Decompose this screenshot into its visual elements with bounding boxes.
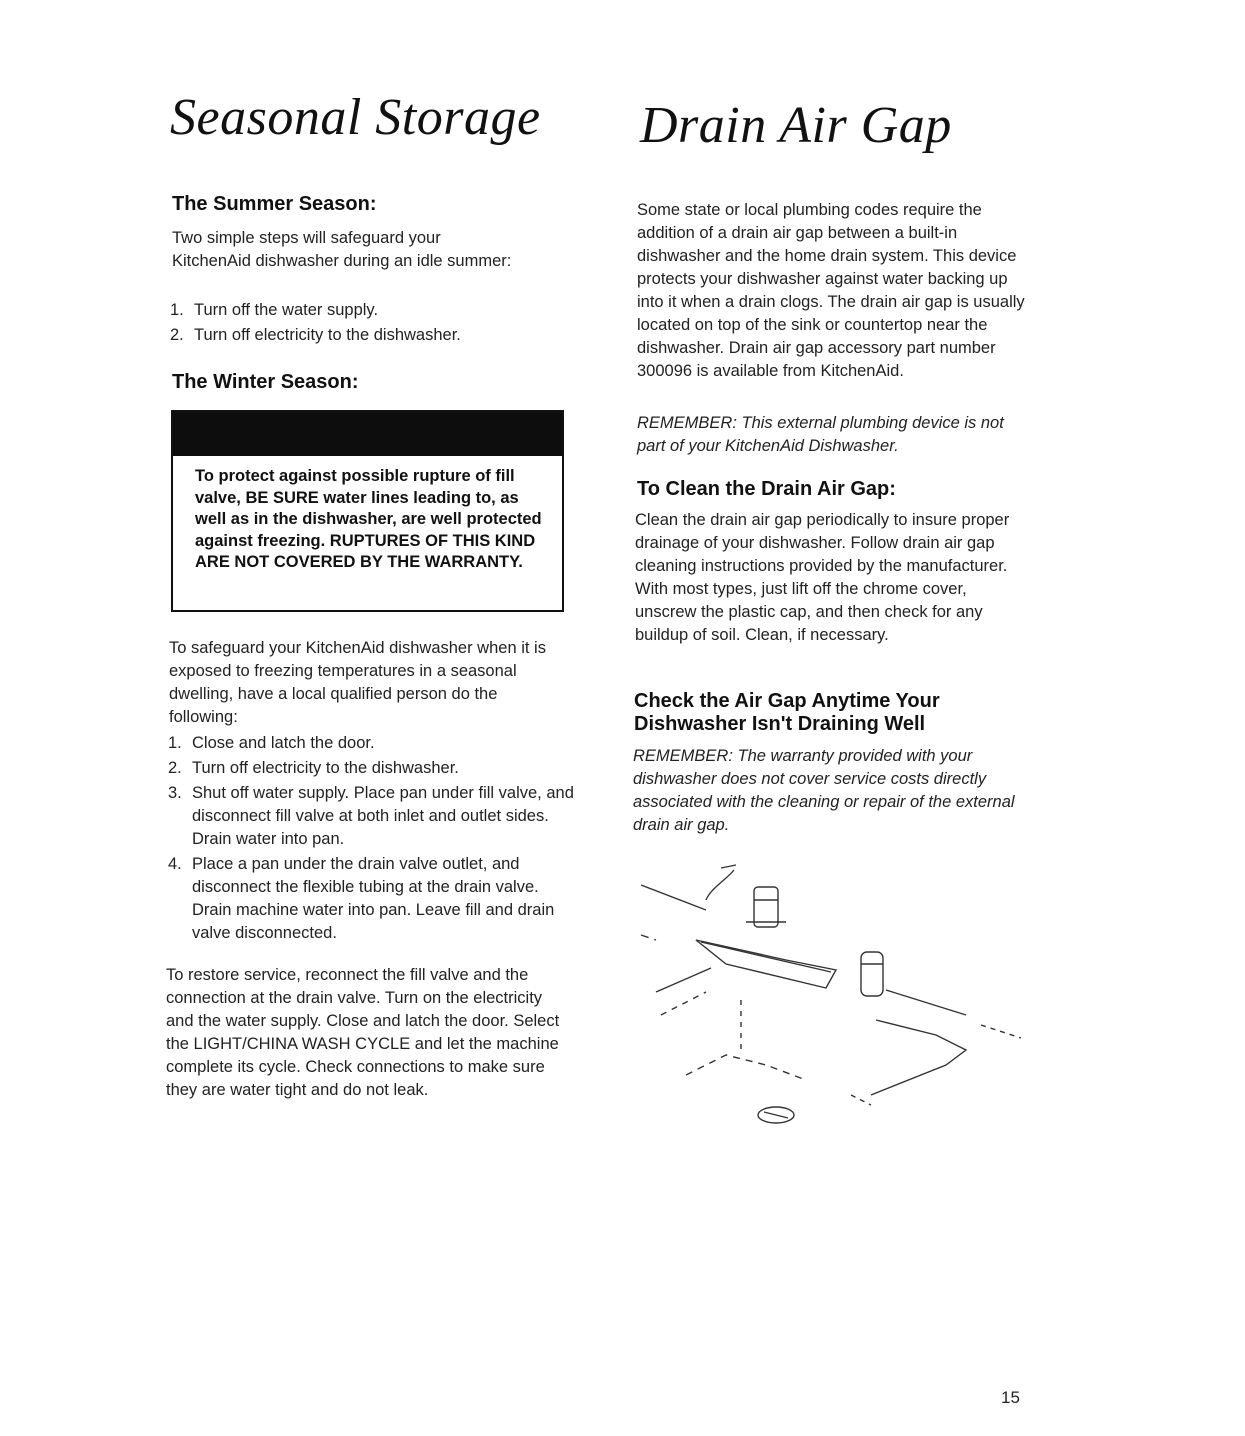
summer-season-intro: Two simple steps will safeguard your KitchenAid dishwasher during an idle summer: — [172, 229, 512, 270]
step-text: Place a pan under the drain valve outlet, and disconnect the flexible tubing at the drain valve. Drain machine water into pan. Leave fill and drain valve disconnected. — [192, 855, 555, 942]
step-number: 2. — [170, 326, 184, 344]
step-number: 3. — [168, 784, 182, 802]
countertop-lines — [641, 885, 1021, 1038]
warning-header-bar — [173, 412, 562, 456]
drain-icon — [758, 1107, 794, 1123]
clean-air-gap-text: Clean the drain air gap periodically to insure proper drainage of your dishwasher. Follow drain air gap cleaning instructions provided by the manufacturer. With most types, just lift off the chrome cover, unscrew the plastic cap, and then check for any buildup of soil. Clean, if necessary. — [635, 511, 1010, 644]
winter-steps-list — [166, 732, 578, 947]
list-item — [166, 853, 578, 945]
step-text: Shut off water supply. Place pan under fill valve, and disconnect fill valve at both inlet and outlet sides. Drain water into pan. — [192, 784, 574, 848]
step-text: Turn off the water supply. — [194, 301, 379, 319]
remember-note-2: REMEMBER: The warranty provided with your dishwasher does not cover service costs directly associated with the cleaning or repair of the external drain air gap. — [633, 747, 1015, 834]
sink-basin-icon — [686, 1000, 966, 1105]
air-gap-icon — [861, 952, 883, 996]
list-item — [166, 732, 578, 755]
step-number: 1. — [168, 734, 182, 752]
list-item — [168, 299, 568, 322]
step-text: Turn off electricity to the dishwasher. — [194, 326, 461, 344]
remember-note-1: REMEMBER: This external plumbing device is not part of your KitchenAid Dishwasher. — [637, 414, 1004, 455]
clean-air-gap-heading: To Clean the Drain Air Gap: — [637, 478, 896, 500]
faucet-icon — [696, 865, 836, 988]
seasonal-storage-title: Seasonal Storage — [170, 89, 541, 146]
list-item — [166, 782, 578, 851]
warning-box — [171, 410, 564, 612]
list-item — [168, 324, 568, 347]
sink-faucet-air-gap-illustration — [636, 860, 1026, 1130]
page-number: 15 — [1001, 1388, 1020, 1407]
summer-steps-list — [168, 299, 568, 349]
list-item — [166, 757, 578, 780]
check-air-gap-heading: Check the Air Gap Anytime Your Dishwasher Isn't Draining Well — [634, 690, 940, 735]
drain-air-gap-intro: Some state or local plumbing codes require the addition of a drain air gap between a built-in dishwasher and the home drain system. This device protects your dishwasher against water backing up into it when a drain clogs. The drain air gap is usually located on top of the sink or countertop near the dishwasher. Drain air gap accessory part number 300096 is available from KitchenAid. — [637, 201, 1025, 380]
step-number: 1. — [170, 301, 184, 319]
warning-text: To protect against possible rupture of fill valve, BE SURE water lines leading to, as well as in the dishwasher, are well protected against freezing. RUPTURES OF THIS KIND ARE NOT COVERED BY THE WARRANTY. — [195, 467, 542, 571]
winter-intro: To safeguard your KitchenAid dishwasher when it is exposed to freezing temperatures in a seasonal dwelling, have a local qualified person do the following: — [169, 639, 546, 726]
summer-season-heading: The Summer Season: — [172, 193, 377, 215]
drain-air-gap-title: Drain Air Gap — [640, 97, 952, 154]
step-text: Close and latch the door. — [192, 734, 375, 752]
step-number: 4. — [168, 855, 182, 873]
step-number: 2. — [168, 759, 182, 777]
restore-service-text: To restore service, reconnect the fill valve and the connection at the drain valve. Turn on the electricity and the water supply. Close and latch the door. Select the LIGHT/CHINA WASH CYCLE and let the machine complete its cycle. Check connections to make sure they are water tight and do not leak. — [166, 966, 560, 1099]
winter-season-heading: The Winter Season: — [172, 371, 359, 393]
step-text: Turn off electricity to the dishwasher. — [192, 759, 459, 777]
